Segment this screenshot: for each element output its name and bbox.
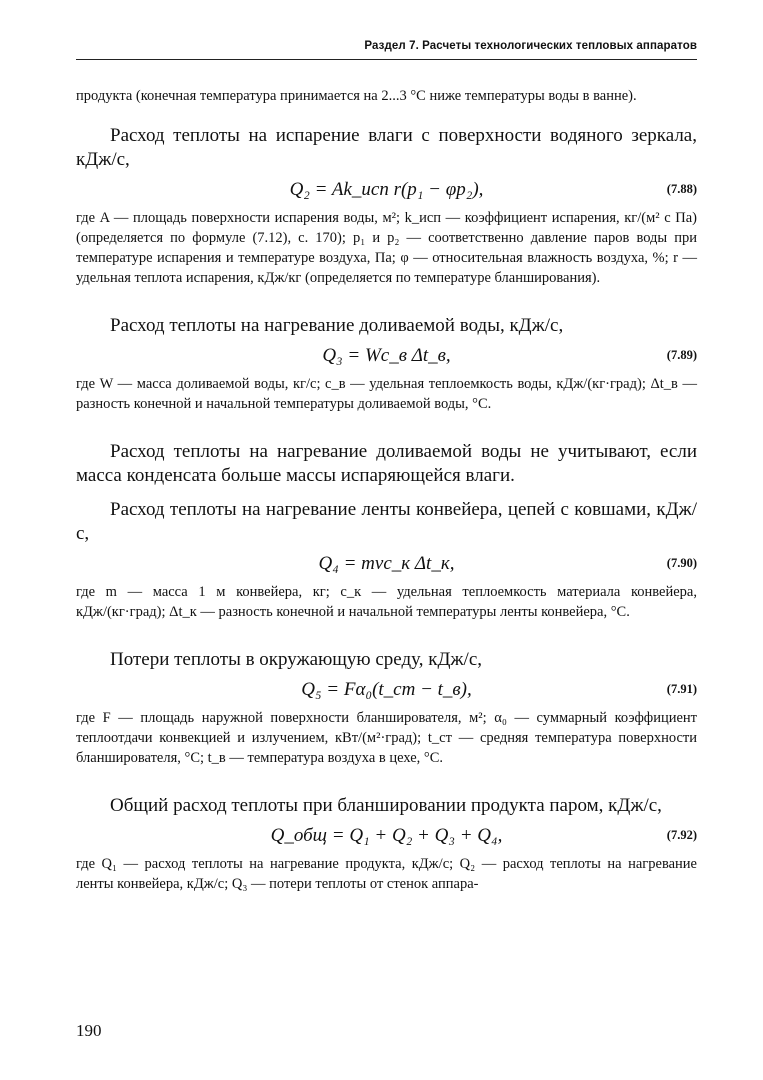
formula-number: (7.89) bbox=[666, 348, 697, 362]
paragraph-where-7-88: где A — площадь поверхности испарения воды, м²; k_исп — коэффициент испарения, кг/(м² с Па) (определяется по формуле (7.12), с. 170); p₁ и p₂ — соответственно давление паров воды при температуре испарения и температуре воздуха, Па; φ — относительная влажность воздуха, %; r — удельная теплота испарения, кДж/кг (определяется по температуре бланширования). bbox=[76, 210, 697, 286]
paragraph-where-7-91: где F — площадь наружной поверхности бланширователя, м²; α₀ — суммарный коэффициент теплоотдачи конвекцией и излучением, кВт/(м²·град); t_ст — средняя температура поверхности бланширователя, °С; t_в — температура воздуха в цехе, °С. bbox=[76, 710, 697, 766]
formula-7-91 bbox=[76, 672, 697, 708]
formula-expression: Q₄ = mvc_к Δt_к, bbox=[318, 553, 455, 574]
paragraph-continuation: продукта (конечная температура принимается на 2...3 °С ниже температуры воды в ванне). bbox=[76, 88, 637, 104]
paragraph-where-7-89: где W — масса доливаемой воды, кг/с; c_в — удельная теплоемкость воды, кДж/(кг·град); Δt_в — разность конечной и начальной температуры доливаемой воды, °С. bbox=[76, 376, 697, 412]
running-header: Раздел 7. Расчеты технологических тепловых аппаратов bbox=[364, 40, 697, 52]
paragraph-evaporation-heat: Расход теплоты на испарение влаги с поверхности водяного зеркала, кДж/с, bbox=[76, 125, 697, 170]
page-number: 190 bbox=[76, 1021, 102, 1040]
paragraph-conveyor-heat: Расход теплоты на нагревание ленты конвейера, цепей с ковшами, кДж/с, bbox=[76, 499, 697, 544]
header-rule bbox=[76, 59, 697, 60]
paragraph-where-7-90: где m — масса 1 м конвейера, кг; c_к — удельная теплоемкость материала конвейера, кДж/(кг·град); Δt_к — разность конечной и начальной температуры ленты конвейера, °С. bbox=[76, 584, 697, 620]
formula-expression: Q_общ = Q₁ + Q₂ + Q₃ + Q₄, bbox=[270, 825, 503, 846]
formula-7-92 bbox=[76, 818, 697, 854]
formula-7-89 bbox=[76, 338, 697, 374]
paragraph-heat-losses: Потери теплоты в окружающую среду, кДж/с, bbox=[110, 649, 483, 670]
formula-expression: Q₃ = Wc_в Δt_в, bbox=[322, 345, 451, 366]
formula-7-88 bbox=[76, 172, 697, 208]
formula-number: (7.92) bbox=[666, 828, 697, 842]
formula-number: (7.88) bbox=[666, 182, 697, 196]
paragraph-total-heat: Общий расход теплоты при бланшировании продукта паром, кДж/с, bbox=[110, 795, 662, 816]
formula-number: (7.90) bbox=[666, 556, 697, 570]
page-body bbox=[76, 86, 697, 894]
formula-expression: Q₂ = Ak_исп r(p₁ − φp₂), bbox=[289, 179, 484, 200]
formula-7-90 bbox=[76, 546, 697, 582]
paragraph-topup-water: Расход теплоты на нагревание доливаемой воды, кДж/с, bbox=[110, 315, 564, 336]
formula-number: (7.91) bbox=[666, 682, 697, 696]
paragraph-where-7-92: где Q₁ — расход теплоты на нагревание продукта, кДж/с; Q₂ — расход теплоты на нагревание ленты конвейера, кДж/с; Q₃ — потери теплоты от стенок аппара- bbox=[76, 856, 697, 892]
paragraph-topup-note: Расход теплоты на нагревание доливаемой воды не учитывают, если масса конденсата больше массы испаряющейся влаги. bbox=[76, 441, 697, 486]
formula-expression: Q₅ = Fα₀(t_ст − t_в), bbox=[301, 679, 472, 700]
